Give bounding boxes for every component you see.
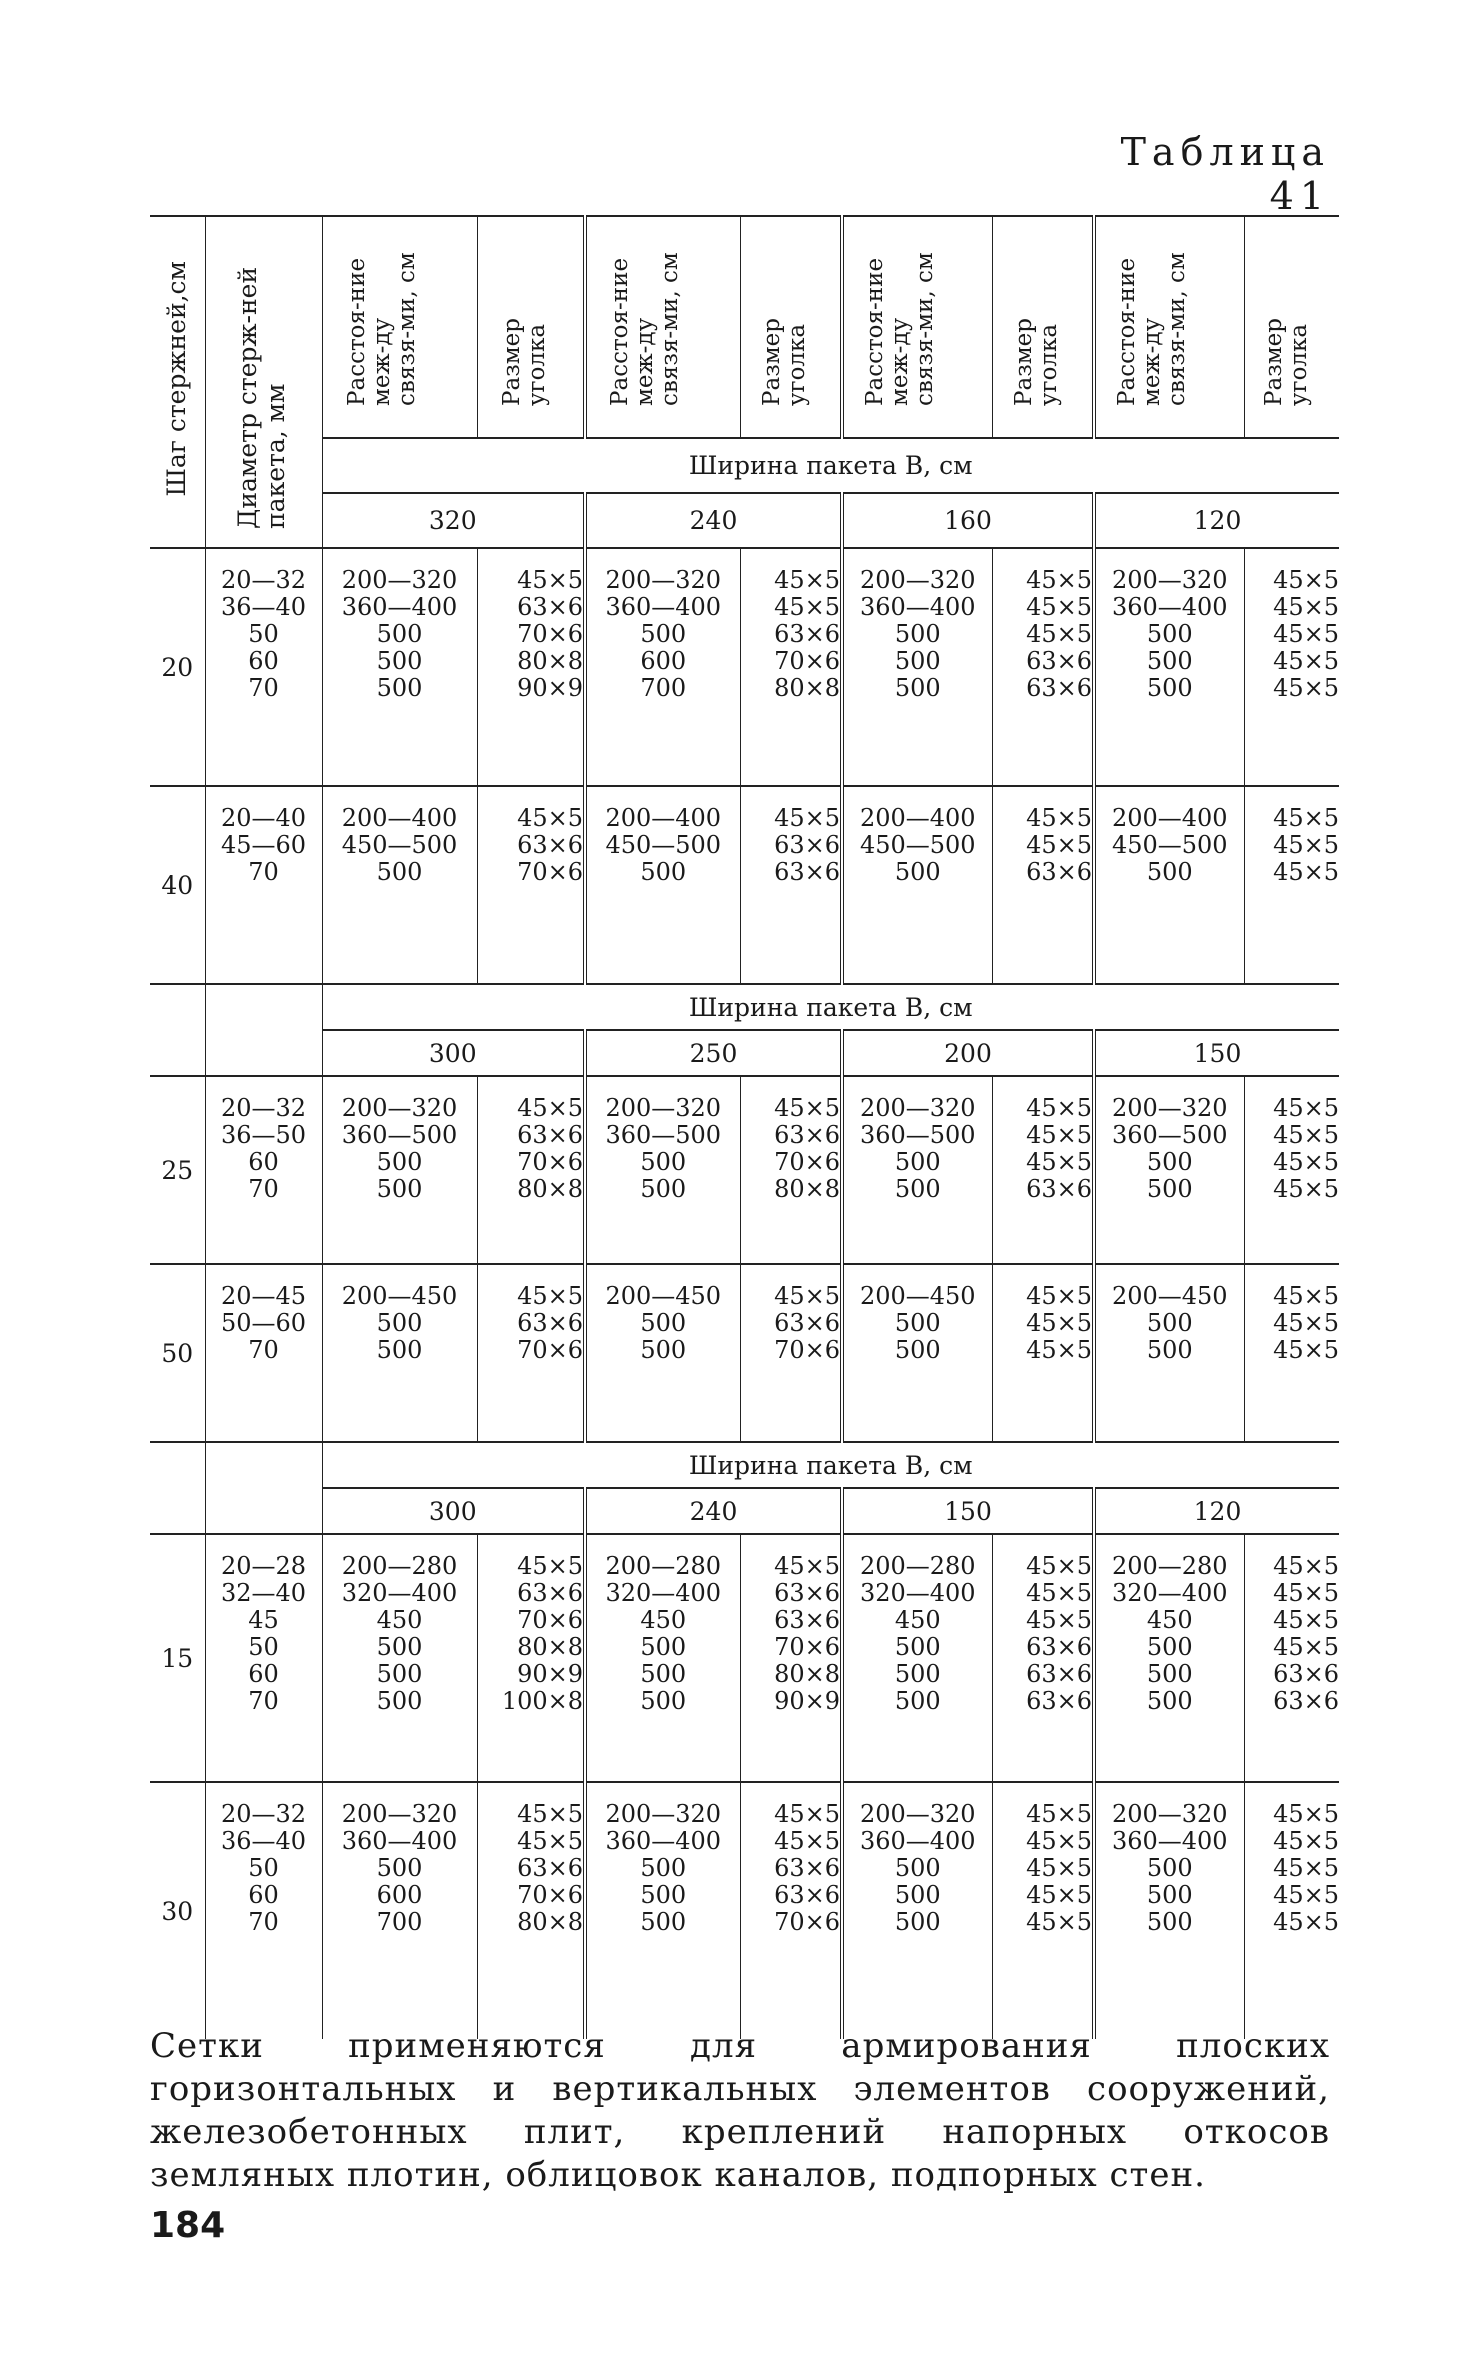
- angle-values: 45×5 63×6 70×6: [477, 786, 585, 984]
- angle-values: 45×5 45×5 63×6: [992, 786, 1094, 984]
- width-value: 150: [1094, 1030, 1339, 1076]
- distance-values: 200—320 360—500 500 500: [585, 1076, 740, 1264]
- header-distance: Расстоя-ние меж-ду связя-ми, см: [585, 216, 740, 438]
- step-value: 30: [161, 1896, 194, 1926]
- angle-values: 45×5 45×5 45×5 45×5 45×5: [992, 1782, 1094, 2039]
- width-label: Ширина пакета B, см: [322, 438, 1339, 493]
- width-value: 250: [585, 1030, 842, 1076]
- angle-values: 45×5 63×6 70×6 80×8: [740, 1076, 842, 1264]
- distance-values: 200—280 320—400 450 500 500 500: [585, 1534, 740, 1782]
- width-value: 300: [322, 1030, 585, 1076]
- width-label: Ширина пакета B, см: [322, 984, 1339, 1030]
- angle-values: 45×5 45×5 45×5 45×5 45×5: [1244, 1782, 1339, 2039]
- header-angle: Размер уголка: [1244, 216, 1339, 438]
- angle-values: 45×5 63×6 70×6 80×8: [477, 1076, 585, 1264]
- distance-values: 200—450 500 500: [842, 1264, 992, 1442]
- distance-values: 200—320 360—400 500 500 500: [842, 548, 992, 786]
- data-table: [150, 215, 1339, 2039]
- angle-values: 45×5 45×5 63×6 70×6 80×8: [477, 1782, 585, 2039]
- angle-values: 45×5 45×5 45×5 63×6 63×6 63×6: [992, 1534, 1094, 1782]
- distance-values: 200—280 320—400 450 500 500 500: [322, 1534, 477, 1782]
- distance-values: 200—320 360—400 500 500 500: [842, 1782, 992, 2039]
- distance-values: 200—320 360—400 500 500 500: [322, 548, 477, 786]
- step-value: 50: [161, 1338, 194, 1368]
- width-value: 320: [322, 493, 585, 548]
- distance-values: 200—320 360—400 500 500 500: [1094, 548, 1244, 786]
- header-angle: Размер уголка: [740, 216, 842, 438]
- angle-values: 45×5 45×5 45×5: [992, 1264, 1094, 1442]
- angle-values: 45×5 63×6 63×6: [740, 786, 842, 984]
- table-caption: Таблица 41: [1120, 130, 1330, 218]
- distance-values: 200—450 500 500: [322, 1264, 477, 1442]
- angle-values: 45×5 45×5 45×5 63×6: [992, 1076, 1094, 1264]
- distance-values: 200—280 320—400 450 500 500 500: [1094, 1534, 1244, 1782]
- angle-values: 45×5 45×5 63×6 70×6 80×8: [740, 548, 842, 786]
- distance-values: 200—400 450—500 500: [842, 786, 992, 984]
- distance-values: 200—320 360—500 500 500: [322, 1076, 477, 1264]
- step-value: 20: [161, 652, 194, 682]
- header-angle: Размер уголка: [477, 216, 585, 438]
- diameter-values: 20—45 50—60 70: [205, 1264, 322, 1442]
- distance-values: 200—450 500 500: [585, 1264, 740, 1442]
- width-value: 160: [842, 493, 1094, 548]
- header-step: Шаг стержней,см: [150, 216, 205, 548]
- header-distance: Расстоя-ние меж-ду связя-ми, см: [1094, 216, 1244, 438]
- distance-values: 200—320 360—400 500 500 500: [585, 1782, 740, 2039]
- width-value: 240: [585, 1488, 842, 1534]
- angle-values: 45×5 45×5 63×6 63×6 70×6: [740, 1782, 842, 2039]
- distance-values: 200—400 450—500 500: [585, 786, 740, 984]
- angle-values: 45×5 45×5 45×5 45×5 63×6 63×6: [1244, 1534, 1339, 1782]
- diameter-values: 20—28 32—40 45 50 60 70: [205, 1534, 322, 1782]
- angle-values: 45×5 63×6 70×6 80×8 90×9 100×8: [477, 1534, 585, 1782]
- distance-values: 200—280 320—400 450 500 500 500: [842, 1534, 992, 1782]
- diameter-values: 20—40 45—60 70: [205, 786, 322, 984]
- distance-values: 200—320 360—500 500 500: [842, 1076, 992, 1264]
- distance-values: 200—400 450—500 500: [322, 786, 477, 984]
- width-value: 300: [322, 1488, 585, 1534]
- diameter-values: 20—32 36—40 50 60 70: [205, 1782, 322, 2039]
- angle-values: 45×5 63×6 63×6 70×6 80×8 90×9: [740, 1534, 842, 1782]
- page-number: 184: [150, 2205, 226, 2246]
- step-value: 15: [161, 1643, 194, 1673]
- body-paragraph: Сетки применяются для армирования плоских горизонтальных и вертикальных элементов сооружений, железобетонных плит, креплений напорных откосов земляных плотин, облицовок каналов, подпорных стен.: [150, 2026, 1330, 2195]
- step-value: 25: [161, 1155, 194, 1185]
- angle-values: 45×5 45×5 45×5 45×5: [1244, 1076, 1339, 1264]
- distance-values: 200—450 500 500: [1094, 1264, 1244, 1442]
- header-distance: Расстоя-ние меж-ду связя-ми, см: [842, 216, 992, 438]
- angle-values: 45×5 63×6 70×6: [740, 1264, 842, 1442]
- diameter-values: 20—32 36—40 50 60 70: [205, 548, 322, 786]
- angle-values: 45×5 45×5 45×5: [1244, 786, 1339, 984]
- angle-values: 45×5 45×5 45×5 63×6 63×6: [992, 548, 1094, 786]
- width-label: Ширина пакета B, см: [322, 1442, 1339, 1488]
- header-distance: Расстоя-ние меж-ду связя-ми, см: [322, 216, 477, 438]
- diameter-values: 20—32 36—50 60 70: [205, 1076, 322, 1264]
- distance-values: 200—320 360—400 500 600 700: [322, 1782, 477, 2039]
- angle-values: 45×5 63×6 70×6: [477, 1264, 585, 1442]
- step-value: 40: [161, 870, 194, 900]
- distance-values: 200—400 450—500 500: [1094, 786, 1244, 984]
- distance-values: 200—320 360—400 500 600 700: [585, 548, 740, 786]
- width-value: 240: [585, 493, 842, 548]
- angle-values: 45×5 63×6 70×6 80×8 90×9: [477, 548, 585, 786]
- angle-values: 45×5 45×5 45×5 45×5 45×5: [1244, 548, 1339, 786]
- distance-values: 200—320 360—500 500 500: [1094, 1076, 1244, 1264]
- header-diameter: Диаметр стерж-ней пакета, мм: [205, 216, 322, 548]
- width-value: 120: [1094, 493, 1339, 548]
- distance-values: 200—320 360—400 500 500 500: [1094, 1782, 1244, 2039]
- width-value: 200: [842, 1030, 1094, 1076]
- header-angle: Размер уголка: [992, 216, 1094, 438]
- angle-values: 45×5 45×5 45×5: [1244, 1264, 1339, 1442]
- width-value: 120: [1094, 1488, 1339, 1534]
- width-value: 150: [842, 1488, 1094, 1534]
